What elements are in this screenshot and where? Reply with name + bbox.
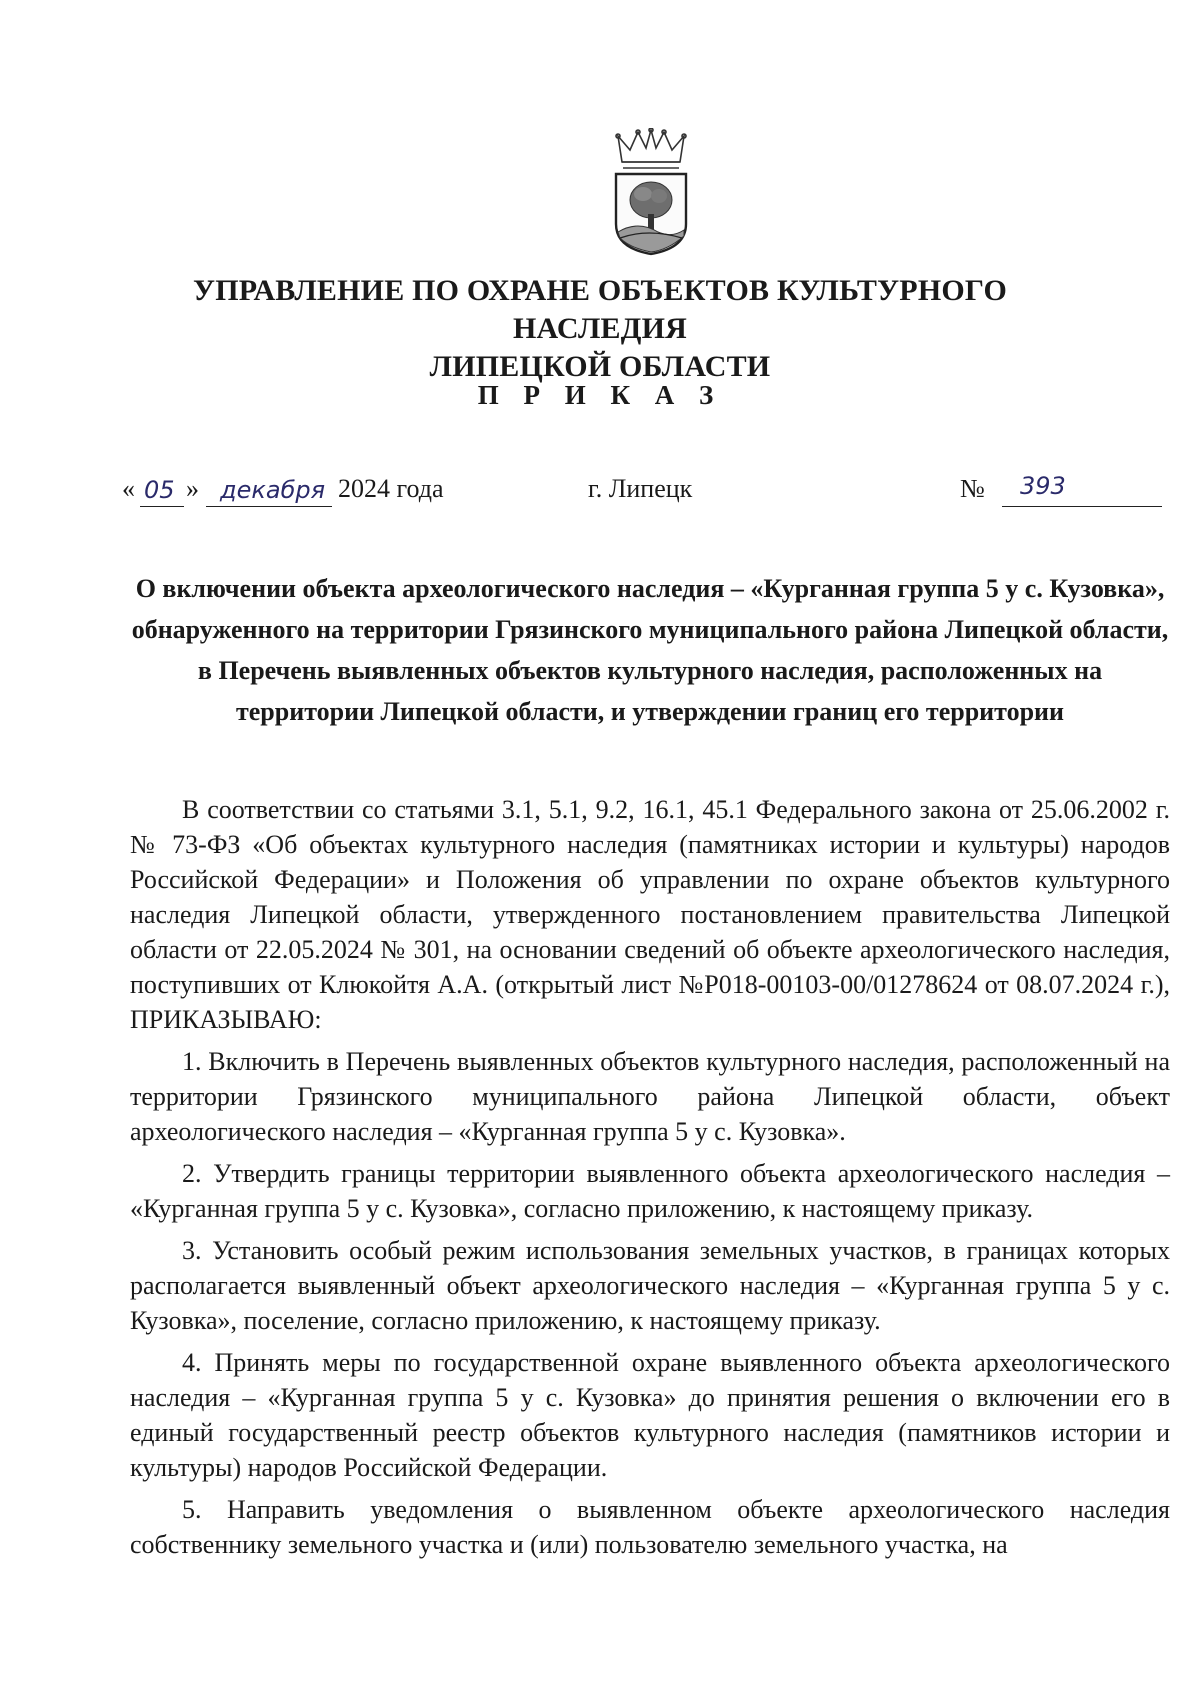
agency-name-line1: УПРАВЛЕНИЕ ПО ОХРАНЕ ОБЪЕКТОВ КУЛЬТУРНОГО НАСЛЕДИЯ (193, 274, 1007, 345)
date-quote-open: « (122, 474, 135, 503)
date-number-line (122, 472, 1170, 518)
document-type: П Р И К А З (477, 380, 723, 410)
order-item-4: 4. Принять меры по государственной охране выявленного объекта археологического наследия – «Курганная группа 5 у с. Кузовка» до принятия решения о включении его в единый государственный реестр объектов культурного наследия (памятников истории и культуры) народов Российской Федерации. (130, 1348, 1170, 1482)
order-number-underline (1002, 506, 1162, 507)
order-item-3: 3. Установить особый режим использования земельных участков, в границах которых располагается выявленный объект археологического наследия – «Курганная группа 5 у с. Кузовка», поселение, согласно приложению, к настоящему приказу. (130, 1236, 1170, 1335)
agency-name-line2: ЛИПЕЦКОЙ ОБЛАСТИ (429, 350, 771, 383)
order-item-5: 5. Направить уведомления о выявленном объекте археологического наследия собственнику земельного участка и (или) пользователю земельного участка, на (130, 1495, 1170, 1559)
order-number: 393 (1020, 472, 1066, 500)
order-body (130, 792, 1170, 1569)
order-item-2: 2. Утвердить границы территории выявленного объекта археологического наследия – «Курганная группа 5 у с. Кузовка», согласно приложению, к настоящему приказу. (130, 1159, 1170, 1223)
order-item-1: 1. Включить в Перечень выявленных объектов культурного наследия, расположенный на территории Грязинского муниципального района Липецкой области, объект археологического наследия – «Курганная группа 5 у с. Кузовка». (130, 1047, 1170, 1146)
date-year: 2024 года (338, 474, 444, 503)
lipetsk-coat-of-arms-icon (608, 128, 694, 256)
agency-name (120, 272, 1080, 386)
preamble-paragraph: В соответствии со статьями 3.1, 5.1, 9.2, 16.1, 45.1 Федерального закона от 25.06.2002 г. № 73-ФЗ «Об объектах культурного наследия (памятниках истории и культуры) народов Российской Федерации» и Положения об управлении по охране объектов культурного наследия Липецкой области, утвержденного постановлением правительства Липецкой области от 22.05.2024 № 301, на основании сведений об объекте археологического наследия, поступивших от Клюкойтя А.А. (открытый лист №Р018-00103-00/01278624 от 08.07.2024 г.), ПРИКАЗЫВАЮ: (130, 795, 1170, 1034)
date-day: 05 (144, 476, 175, 504)
date-month: декабря (220, 476, 326, 504)
date-day-underline (140, 506, 184, 507)
date-quote-close: » (186, 474, 199, 503)
date-month-underline (206, 506, 332, 507)
city: г. Липецк (588, 474, 693, 503)
order-subject: О включении объекта археологического наследия – «Курганная группа 5 у с. Кузовка», обнаруженного на территории Грязинского муниципального района Липецкой области, в Перечень выявленных объектов культурного наследия, расположенных на территории Липецкой области, и утверждении границ его территории (131, 574, 1169, 726)
number-label: № (960, 474, 985, 503)
